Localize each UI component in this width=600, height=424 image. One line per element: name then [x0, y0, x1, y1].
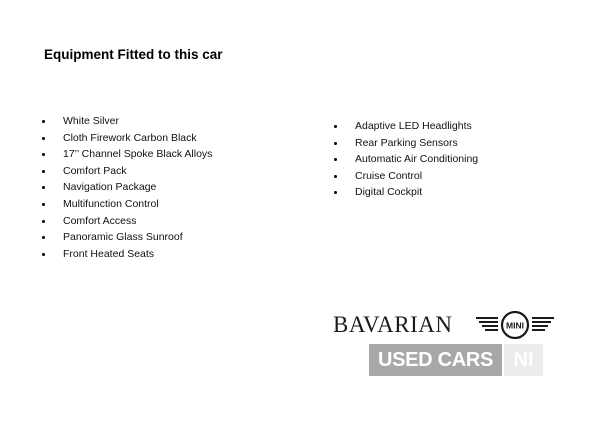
used-cars-badge: USED CARS — [369, 344, 502, 376]
list-item: Automatic Air Conditioning — [334, 151, 478, 168]
list-item: Cloth Firework Carbon Black — [42, 130, 212, 147]
dealer-name: BAVARIAN — [333, 312, 453, 337]
equipment-list-left — [42, 113, 212, 262]
list-item: Rear Parking Sensors — [334, 135, 478, 152]
mini-logo-icon — [476, 311, 554, 339]
list-item: Panoramic Glass Sunroof — [42, 229, 212, 246]
list-item: Multifunction Control — [42, 196, 212, 213]
page-title: Equipment Fitted to this car — [44, 47, 223, 62]
list-item: Navigation Package — [42, 179, 212, 196]
list-item: Cruise Control — [334, 168, 478, 185]
list-item: Comfort Access — [42, 213, 212, 230]
list-item: Adaptive LED Headlights — [334, 118, 478, 135]
region-badge: NI — [504, 344, 543, 376]
list-item: Front Heated Seats — [42, 246, 212, 263]
mini-logo-text: MINI — [506, 320, 524, 331]
list-item: Digital Cockpit — [334, 184, 478, 201]
equipment-list-right — [334, 118, 478, 201]
list-item: 17’’ Channel Spoke Black Alloys — [42, 146, 212, 163]
list-item: Comfort Pack — [42, 163, 212, 180]
list-item: White Silver — [42, 113, 212, 130]
